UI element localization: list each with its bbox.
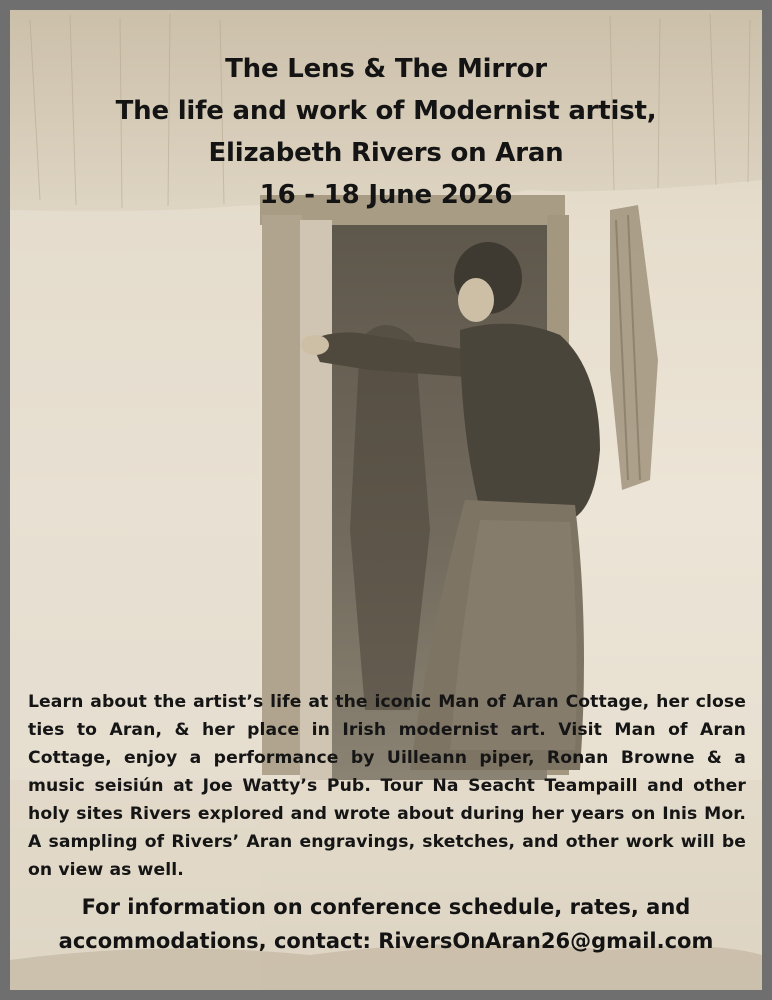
poster-subtitle-line1: The life and work of Modernist artist, (115, 96, 657, 126)
poster-title-block (10, 48, 762, 216)
event-description: Learn about the artist’s life at the iconic Man of Aran Cottage, her close ties to Aran, & her place in Irish modernist art. Visit Man of Aran Cottage, enjoy a performance by Uilleann piper, Ronan Browne & a music seisiún at Joe Watty’s Pub. Tour Na Seacht Teampaill and other holy sites Rivers explored and wrote about during her years on Inis Mor. A sampling of Rivers’ Aran engravings, sketches, and other work will be on view as well. (28, 692, 746, 880)
event-poster (10, 10, 762, 990)
contact-line1: For information on conference schedule, rates, and (81, 895, 691, 919)
event-dates: 16 - 18 June 2026 (259, 180, 513, 210)
contact-info (10, 890, 762, 958)
contact-line2: accommodations, contact: RiversOnAran26@gmail.com (58, 929, 714, 953)
poster-title: The Lens & The Mirror (225, 54, 547, 84)
poster-subtitle-line2: Elizabeth Rivers on Aran (208, 138, 564, 168)
